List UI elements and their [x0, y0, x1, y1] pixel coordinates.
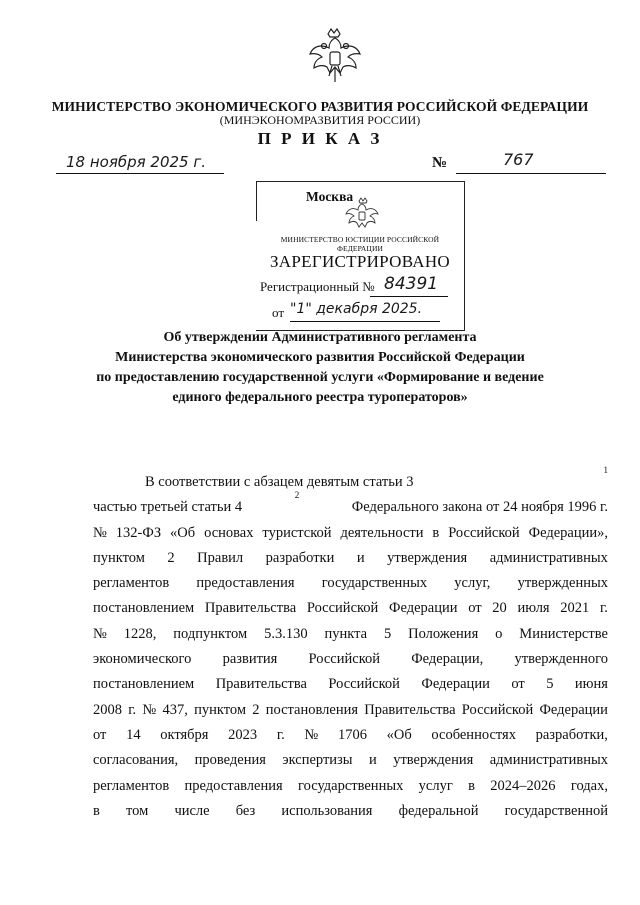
body-word: административных: [489, 549, 608, 566]
body-word: №: [93, 524, 107, 541]
body-line: [93, 723, 608, 748]
body-word: октября: [160, 726, 209, 743]
body-word: Российской: [461, 701, 534, 718]
body-word: 2: [167, 549, 175, 566]
body-word: Российской: [448, 524, 520, 541]
body-word: Правительства: [364, 701, 456, 718]
body-word: от: [93, 726, 107, 743]
body-word: деятельности: [340, 524, 424, 541]
stamp-city: Москва: [306, 189, 354, 204]
body-word: подпунктом: [173, 625, 248, 642]
body-line-text: Федерального закона от 24 ноября 1996 г.: [351, 499, 608, 516]
body-line: [93, 748, 608, 773]
body-word: Положения: [408, 625, 479, 642]
number-underline: [456, 173, 606, 174]
document-type-heading: П Р И К А З: [257, 129, 383, 148]
superscript: 1: [603, 465, 608, 475]
stamp-registration-number: 84391: [384, 274, 439, 294]
ministry-abbreviation: (МИНЭКОНОМРАЗВИТИЯ РОССИИ): [219, 113, 421, 127]
body-word: федеральной: [398, 802, 479, 819]
body-word: июня: [574, 676, 608, 693]
order-date-handwritten: 18 ноября 2025 г.: [66, 153, 207, 171]
body-line: [93, 774, 608, 799]
body-word: основах: [204, 524, 254, 541]
order-number-label: №: [432, 155, 448, 171]
body-word: регламентов: [93, 777, 170, 794]
body-word: пунктом: [194, 701, 247, 718]
body-word: Федерации: [421, 676, 490, 693]
body-word: государственной: [504, 802, 608, 819]
body-word: от: [511, 676, 525, 693]
ministry-name: МИНИСТЕРСТВО ЭКОНОМИЧЕСКОГО РАЗВИТИЯ РОССИЙСКОЙ ФЕДЕРАЦИИ: [51, 99, 589, 114]
order-title-line-3: по предоставлению государственной услуги «Формирование и ведение: [96, 370, 544, 385]
body-word: 1706: [337, 726, 367, 743]
body-word: государственных: [321, 575, 428, 592]
body-line-text: частью третьей статьи 4: [93, 499, 243, 516]
body-line: [93, 546, 608, 571]
body-word: 437,: [162, 701, 188, 718]
stamp-organization: МИНИСТЕРСТВО ЮСТИЦИИ РОССИЙСКОЙ ФЕДЕРАЦИИ: [280, 235, 440, 253]
body-line: [93, 465, 608, 495]
body-word: 132-ФЗ: [115, 524, 162, 541]
body-word: административных: [489, 752, 608, 769]
body-word: и: [368, 752, 377, 769]
body-word: без: [235, 802, 256, 819]
body-word: предоставления: [196, 575, 295, 592]
body-word: разработки,: [535, 726, 608, 743]
body-word: г.: [599, 600, 608, 617]
stamp-registration-number-label: Регистрационный №: [260, 279, 375, 294]
body-word: постановлением: [93, 676, 195, 693]
body-word: утверждения: [393, 752, 474, 769]
body-line: [93, 490, 608, 520]
body-line: [93, 647, 608, 672]
body-word: Федерации: [389, 600, 458, 617]
body-word: и: [356, 549, 365, 566]
body-word: экспертизы: [282, 752, 353, 769]
body-line: [93, 672, 608, 697]
body-word: г.: [276, 726, 285, 743]
body-word: 2008: [93, 701, 122, 718]
body-word: 20: [492, 600, 507, 617]
body-word: 5: [383, 625, 392, 642]
body-word: №: [304, 726, 319, 743]
body-word: г.: [128, 701, 137, 718]
body-word: услуг: [418, 777, 453, 794]
body-word: утверждения: [387, 549, 468, 566]
body-word: в: [468, 777, 475, 794]
body-word: особенностях: [431, 726, 516, 743]
body-word: постановления: [265, 701, 359, 718]
body-word: июля: [517, 600, 550, 617]
order-number-handwritten: 767: [503, 150, 534, 169]
body-word: развития: [222, 651, 278, 668]
body-word: Правительства: [215, 676, 307, 693]
order-title-line-4: единого федерального реестра туроператоров»: [172, 390, 468, 405]
stamp-left-edge: [256, 181, 257, 221]
body-word: числе: [174, 802, 210, 819]
body-word: разработки: [265, 549, 335, 566]
body-word: согласования,: [93, 752, 179, 769]
body-word: Российской: [306, 600, 379, 617]
body-line: [93, 596, 608, 621]
body-word: 2024–2026: [490, 777, 556, 794]
body-word: предоставления: [184, 777, 283, 794]
body-word: пунктом: [93, 549, 145, 566]
body-line-text: В соответствии с абзацем девятым статьи 3: [145, 474, 414, 490]
body-word: «Об: [170, 524, 196, 541]
body-word: использования: [281, 802, 373, 819]
order-body-text: [93, 465, 608, 824]
body-word: от: [468, 600, 482, 617]
body-word: 5.3.130: [264, 625, 308, 642]
stamp-date-underline: [290, 321, 440, 322]
body-word: государственных: [298, 777, 404, 794]
body-word: Российской: [308, 651, 381, 668]
stamp-emblem-icon: [344, 196, 380, 234]
body-word: №: [142, 701, 157, 718]
body-word: о: [495, 625, 503, 642]
body-word: туристской: [262, 524, 332, 541]
body-word: 1228,: [123, 625, 157, 642]
body-word: Правительства: [204, 600, 297, 617]
body-line: [93, 622, 608, 647]
body-word: Федерации,: [411, 651, 484, 668]
body-word: Федерации»,: [528, 524, 608, 541]
body-word: утвержденных: [517, 575, 608, 592]
body-word: Федерации: [539, 701, 608, 718]
body-word: в: [93, 802, 100, 819]
body-word: 2: [252, 701, 260, 718]
body-word: услуг,: [454, 575, 491, 592]
body-word: в: [432, 524, 440, 541]
body-word: Российской: [328, 676, 400, 693]
order-title-line-2: Министерства экономического развития Российской Федерации: [115, 350, 525, 365]
body-word: 2021: [560, 600, 590, 617]
body-word: утвержденного: [514, 651, 608, 668]
stamp-registered-label: ЗАРЕГИСТРИРОВАНО: [269, 252, 451, 271]
date-underline: [56, 173, 224, 174]
body-line: [93, 571, 608, 596]
body-word: годах,: [570, 777, 608, 794]
body-line: [93, 698, 608, 723]
body-word: том: [126, 802, 149, 819]
body-word: пункта: [324, 625, 368, 642]
stamp-from-label: от: [272, 305, 285, 320]
body-word: 14: [126, 726, 141, 743]
body-word: Правил: [197, 549, 244, 566]
body-word: регламентов: [93, 575, 170, 592]
body-word: проведения: [194, 752, 266, 769]
body-word: «Об: [386, 726, 412, 743]
body-word: №: [93, 625, 107, 642]
stamp-regno-underline: [370, 296, 448, 297]
body-word: 5: [546, 676, 554, 693]
body-line: [93, 799, 608, 824]
body-word: Министерстве: [519, 625, 608, 642]
superscript: 2: [294, 490, 300, 501]
body-word: постановлением: [93, 600, 195, 617]
body-word: 2023: [228, 726, 258, 743]
body-line: [93, 521, 608, 546]
body-word: экономического: [93, 651, 192, 668]
order-title-line-1: Об утверждении Административного регламента: [163, 330, 477, 345]
stamp-registration-date: "1" декабря 2025.: [290, 301, 423, 317]
coat-of-arms-emblem: [306, 26, 364, 88]
